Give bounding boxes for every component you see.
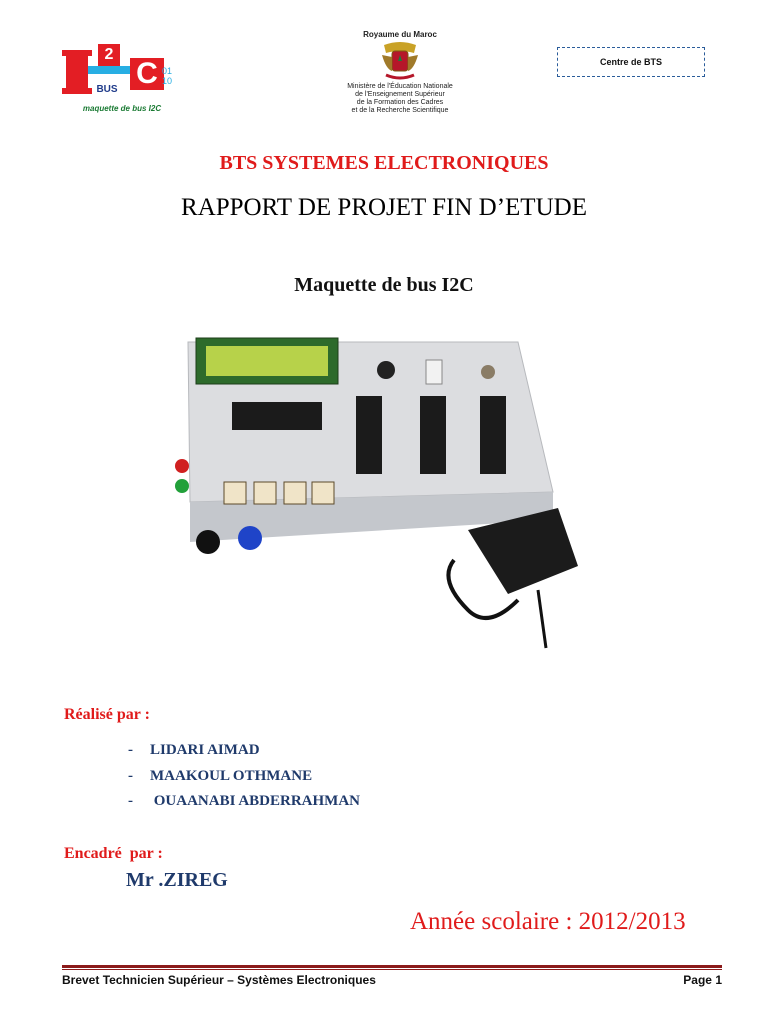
author-name: LIDARI AIMAD xyxy=(150,742,260,758)
footer-title: Brevet Technicien Supérieur – Systèmes Electroniques xyxy=(62,973,376,987)
logo-letter-i xyxy=(66,54,88,90)
ministry-line-3: de la Formation des Cadres xyxy=(356,99,444,106)
list-dash: - xyxy=(128,767,133,784)
page-number: Page 1 xyxy=(683,973,722,987)
encadre-par-label: Encadré par : xyxy=(64,845,163,862)
coat-of-arms-icon xyxy=(378,41,422,81)
ministry-line-1: Ministère de l'Éducation Nationale xyxy=(347,83,453,90)
logo-serif-bottom xyxy=(62,88,92,94)
footer-divider xyxy=(62,965,722,968)
centre-de-bts-box: Centre de BTS xyxy=(557,47,705,77)
list-item xyxy=(128,742,360,768)
ministry-line-4: et de la Recherche Scientifique xyxy=(351,107,449,114)
logo-serif-top xyxy=(62,50,92,56)
list-item xyxy=(128,768,360,794)
i2c-board-photo xyxy=(168,330,588,660)
list-dash: - xyxy=(128,742,133,758)
list-dash: - xyxy=(128,793,133,809)
realise-par-label: Réalisé par : xyxy=(64,706,150,723)
author-name: MAAKOUL OTHMANE xyxy=(150,767,313,784)
supervisor-name: Mr .ZIREG xyxy=(126,869,228,891)
list-item xyxy=(128,793,360,819)
logo-caption: maquette de bus I2C xyxy=(82,104,162,113)
author-name: OUAANABI ABDERRAHMAN xyxy=(150,793,361,809)
project-subject: Maquette de bus I2C xyxy=(294,274,474,296)
footer-divider-thin xyxy=(62,969,722,970)
author-list xyxy=(128,742,360,819)
school-year: Année scolaire : 2012/2013 xyxy=(410,908,686,935)
program-title: BTS SYSTEMES ELECTRONIQUES xyxy=(219,152,549,174)
ministry-line-2: de l'Enseignement Supérieur xyxy=(355,91,445,98)
logo-binary-decoration: 01 10 xyxy=(162,66,173,86)
logo-superscript: 2 xyxy=(98,44,120,66)
ministry-header xyxy=(330,30,470,114)
i2c-bus-logo xyxy=(62,44,182,119)
country-name: Royaume du Maroc xyxy=(363,30,437,39)
logo-letter-c: C xyxy=(130,58,164,90)
logo-bus-bar xyxy=(88,66,134,74)
report-title: RAPPORT DE PROJET FIN D’ETUDE xyxy=(181,194,587,221)
logo-bus-label: BUS xyxy=(96,84,118,95)
